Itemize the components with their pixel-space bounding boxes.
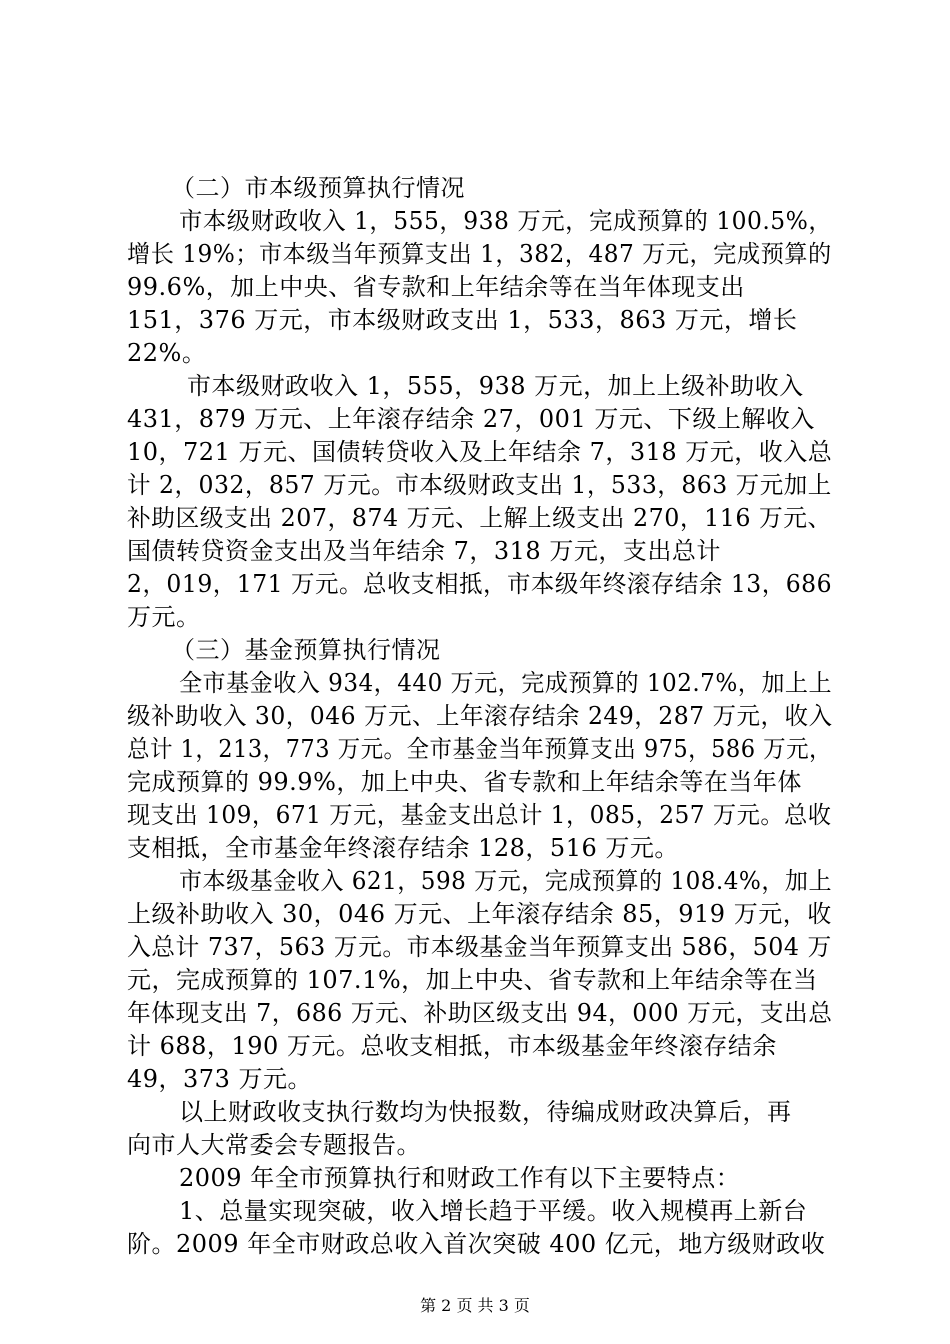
paragraph-line: 现支出 109，671 万元，基金支出总计 1，085，257 万元。总收 (127, 801, 832, 829)
paragraph-line: 年体现支出 7，686 万元、补助区级支出 94，000 万元，支出总 (127, 999, 833, 1027)
paragraph-line: 万元。 (127, 603, 201, 631)
paragraph-line: 计 2，032，857 万元。市本级财政支出 1，533，863 万元加上 (127, 471, 832, 499)
paragraph-line: 阶。2009 年全市财政总收入首次突破 400 亿元，地方级财政收 (127, 1230, 826, 1258)
paragraph-line: 总计 1，213，773 万元。全市基金当年预算支出 975，586 万元， (127, 735, 833, 763)
page-footer: 第 2 页 共 3 页 (420, 1296, 530, 1315)
paragraph-line: 入总计 737，563 万元。市本级基金当年预算支出 586，504 万 (127, 933, 832, 961)
paragraph-line: 市本级财政收入 1，555，938 万元，完成预算的 100.5%， (179, 207, 833, 235)
paragraph-line: 151，376 万元，市本级财政支出 1，533，863 万元，增长 (127, 306, 798, 334)
paragraph-line: 1、总量实现突破，收入增长趋于平缓。收入规模再上新台 (179, 1197, 808, 1225)
paragraph-line: 补助区级支出 207，874 万元、上解上级支出 270，116 万元、 (127, 504, 832, 532)
paragraph-line: 向市人大常委会专题报告。 (127, 1131, 421, 1159)
paragraph-line: 2009 年全市预算执行和财政工作有以下主要特点： (179, 1164, 741, 1192)
paragraph-line: 49，373 万元。 (127, 1065, 312, 1093)
paragraph-line: 国债转贷资金支出及当年结余 7，318 万元，支出总计 (127, 537, 721, 565)
heading-fund-budget: （三）基金预算执行情况 (171, 636, 441, 664)
paragraph-line: 2，019，171 万元。总收支相抵，市本级年终滚存结余 13，686 (127, 570, 833, 598)
paragraph-line: 10，721 万元、国债转贷收入及上年结余 7，318 万元，收入总 (127, 438, 833, 466)
heading-municipal-budget: （二）市本级预算执行情况 (171, 174, 465, 202)
paragraph-line: 元，完成预算的 107.1%，加上中央、省专款和上年结余等在当 (127, 966, 818, 994)
paragraph-line: 以上财政收支执行数均为快报数，待编成财政决算后，再 (179, 1098, 792, 1126)
paragraph-line: 22%。 (127, 339, 207, 367)
paragraph-line: 市本级基金收入 621，598 万元，完成预算的 108.4%，加上 (179, 867, 833, 895)
paragraph-line: 上级补助收入 30，046 万元、上年滚存结余 85，919 万元，收 (127, 900, 832, 928)
paragraph-line: 99.6%，加上中央、省专款和上年结余等在当年体现支出 (127, 273, 745, 301)
paragraph-line: 完成预算的 99.9%，加上中央、省专款和上年结余等在当年体 (127, 768, 802, 796)
paragraph-line: 市本级财政收入 1，555，938 万元，加上上级补助收入 (187, 372, 804, 400)
paragraph-line: 431，879 万元、上年滚存结余 27，001 万元、下级上解收入 (127, 405, 815, 433)
paragraph-line: 增长 19%；市本级当年预算支出 1，382，487 万元，完成预算的 (127, 240, 832, 268)
paragraph-line: 支相抵，全市基金年终滚存结余 128，516 万元。 (127, 834, 679, 862)
paragraph-line: 全市基金收入 934，440 万元，完成预算的 102.7%，加上上 (179, 669, 833, 697)
paragraph-line: 级补助收入 30，046 万元、上年滚存结余 249，287 万元，收入 (127, 702, 833, 730)
paragraph-line: 计 688，190 万元。总收支相抵，市本级基金年终滚存结余 (127, 1032, 777, 1060)
